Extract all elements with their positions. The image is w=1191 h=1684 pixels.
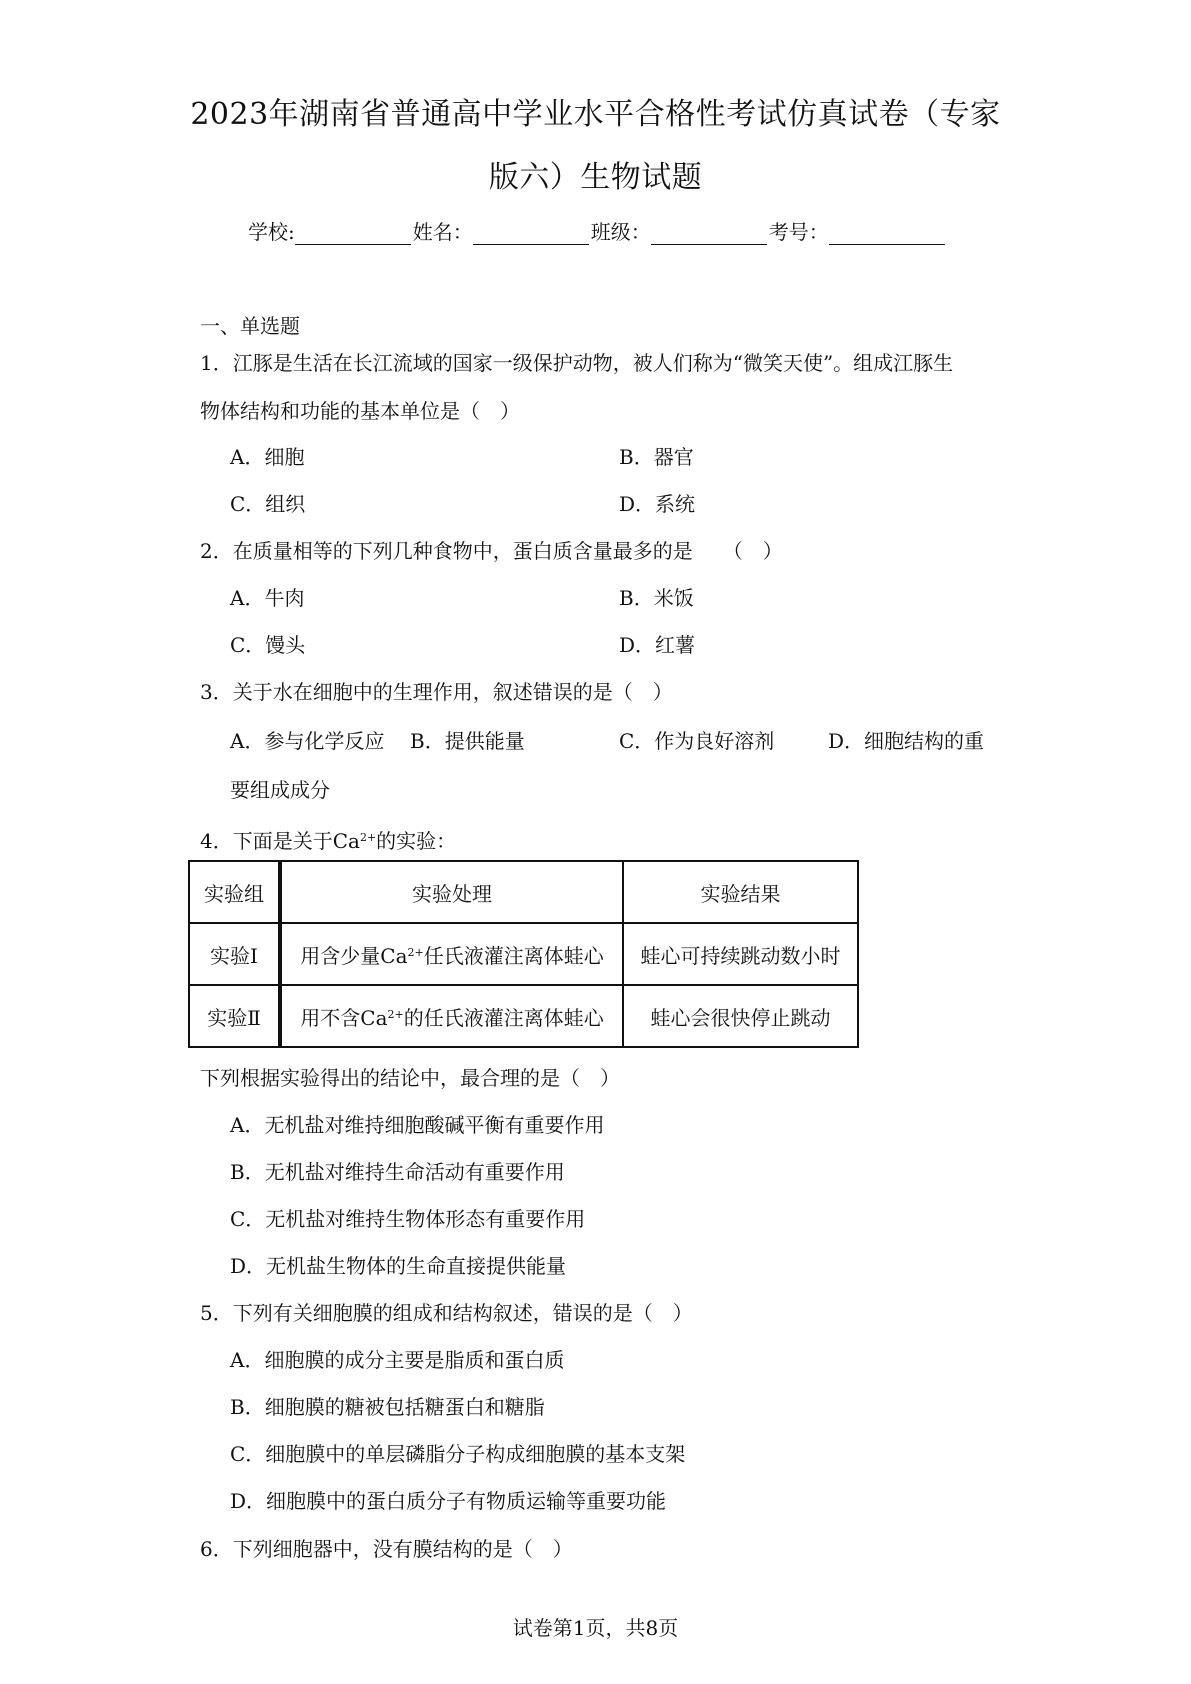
q4-intro-text-end: 的实验： [376,829,457,853]
table-cell-result: 蛙心可持续跳动数小时 [623,923,858,985]
q3-option-d-continued: 要组成成分 [230,778,330,802]
treatment-superscript: 2+ [387,1007,404,1021]
school-blank[interactable] [295,222,411,245]
exam-number-label: 考号： [768,220,829,244]
q6-stem: 6．下列细胞器中，没有膜结构的是（ ） [200,1537,573,1561]
class-blank[interactable] [651,222,767,245]
table-header-cell: 实验处理 [280,861,623,923]
q2-stem: 2．在质量相等的下列几种食物中，蛋白质含量最多的是 （ ） [200,539,783,563]
q3-stem: 3．关于水在细胞中的生理作用，叙述错误的是（ ） [200,680,673,704]
q1-stem-line1: 1．江豚是生活在长江流域的国家一级保护动物，被人们称为“微笑天使”。组成江豚生 [200,351,954,375]
table-cell-treatment [280,985,623,1047]
q1-option-c: C．组织 [230,492,306,516]
q4-intro-superscript: 2+ [359,831,377,844]
q3-option-a: A．参与化学反应 [230,729,385,753]
table-cell-result: 蛙心会很快停止跳动 [623,985,858,1047]
exam-number-blank[interactable] [829,222,945,245]
experiment-table [188,860,859,1048]
q5-option-b: B．细胞膜的糖被包括糖蛋白和糖脂 [230,1395,545,1419]
q4-option-b: B．无机盐对维持生命活动有重要作用 [230,1160,565,1184]
q3-option-b: B．提供能量 [410,729,525,753]
class-label: 班级： [590,220,651,244]
treatment-text-end: 的任氏液灌注离体蛙心 [403,1005,604,1030]
q5-option-c: C．细胞膜中的单层磷脂分子构成细胞膜的基本支架 [230,1442,686,1466]
q4-option-d: D．无机盐生物体的生命直接提供能量 [230,1254,567,1278]
q5-option-d: D．细胞膜中的蛋白质分子有物质运输等重要功能 [230,1489,667,1513]
q1-option-d: D．系统 [619,492,696,516]
q5-option-a: A．细胞膜的成分主要是脂质和蛋白质 [230,1348,565,1372]
q1-stem-line2: 物体结构和功能的基本单位是（ ） [200,399,520,423]
q4-option-c: C．无机盐对维持生物体形态有重要作用 [230,1207,586,1231]
table-row [189,985,858,1047]
treatment-text-end: 任氏液灌注离体蛙心 [423,943,604,968]
q4-intro-text: 4．下面是关于Ca [200,829,360,853]
q3-option-d: D．细胞结构的重 [828,729,985,753]
q4-intro [200,824,456,855]
exam-title-line1: 2023年湖南省普通高中学业水平合格性考试仿真试卷（专家 [190,97,1001,132]
name-label: 姓名： [412,220,473,244]
section-heading: 一、单选题 [200,314,300,338]
q3-option-c: C．作为良好溶剂 [619,729,775,753]
table-row [189,923,858,985]
table-cell-treatment [280,923,623,985]
q4-question: 下列根据实验得出的结论中，最合理的是（ ） [200,1066,620,1090]
q5-stem: 5．下列有关细胞膜的组成和结构叙述，错误的是（ ） [200,1301,693,1325]
table-header-row [189,861,858,923]
q2-option-d: D．红薯 [619,633,696,657]
school-label: 学校: [248,220,295,244]
q1-option-b: B．器官 [619,445,694,469]
q4-option-a: A．无机盐对维持细胞酸碱平衡有重要作用 [230,1113,605,1137]
q2-option-a: A．牛肉 [230,586,305,610]
q2-option-b: B．米饭 [619,586,694,610]
q1-option-a: A．细胞 [230,445,305,469]
page-footer: 试卷第1页，共8页 [512,1616,679,1640]
student-info-row [248,216,947,245]
table-cell-group: 实验Ⅱ [189,985,280,1047]
treatment-text: 用含少量Ca [300,943,408,968]
name-blank[interactable] [473,222,589,245]
table-header-cell: 实验结果 [623,861,858,923]
table-cell-group: 实验Ⅰ [189,923,280,985]
treatment-superscript: 2+ [407,945,424,959]
q2-option-c: C．馒头 [230,633,306,657]
table-header-cell: 实验组 [189,861,280,923]
exam-title-line2: 版六）生物试题 [488,160,703,195]
treatment-text: 用不含Ca [300,1005,388,1030]
